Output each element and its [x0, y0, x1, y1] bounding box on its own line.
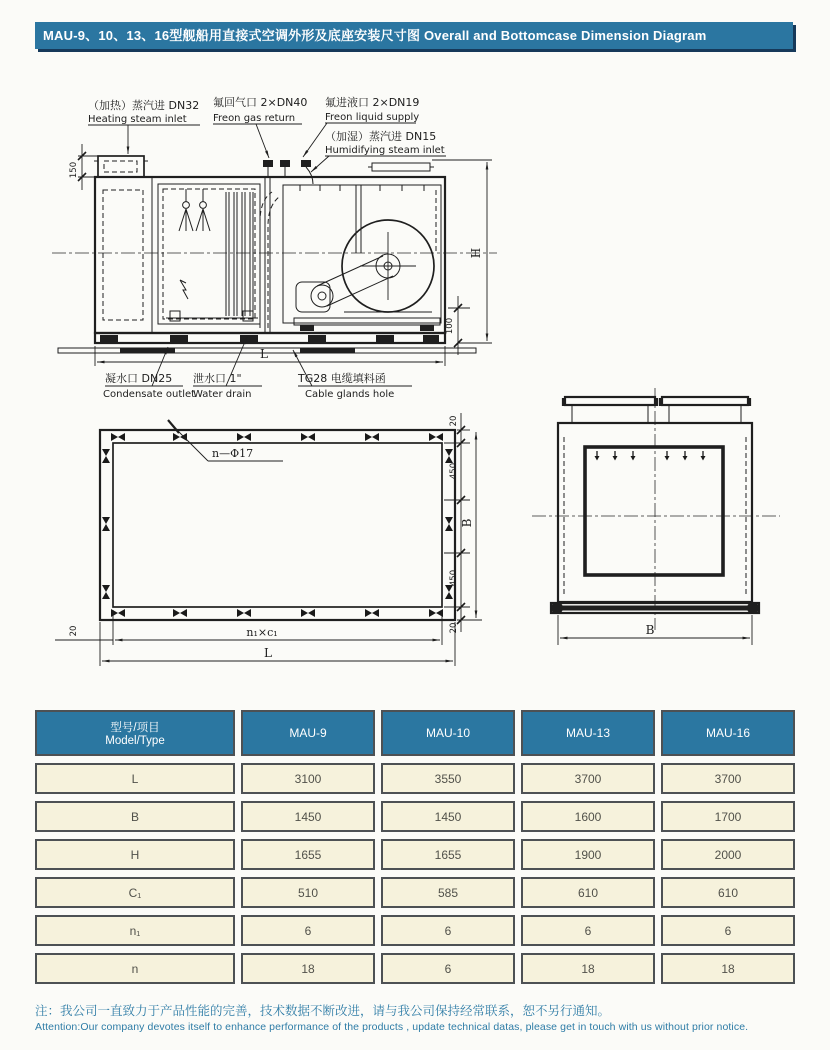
label-liquid-zh: 氟进液口 2×DN19	[325, 96, 420, 109]
table-cell: 510	[241, 877, 375, 908]
hole-note: n—Φ17	[212, 447, 254, 460]
table-header-mau16: MAU-16	[661, 710, 795, 756]
label-drain-en: Water drain	[193, 389, 252, 400]
table-cell: 1450	[381, 801, 515, 832]
dim-H: H	[469, 247, 483, 259]
plan-dim-20-left: 20	[69, 625, 79, 637]
label-cond-zh: 凝水口 DN25	[105, 372, 173, 385]
coil-tubes	[226, 192, 253, 316]
label-drain-zh: 泄水口 1"	[193, 372, 242, 385]
table-cell: 1700	[661, 801, 795, 832]
label-humid-en: Humidifying steam inlet	[325, 145, 445, 156]
plan-view	[55, 413, 482, 666]
table-cell: 6	[661, 915, 795, 946]
table-cell: 1600	[521, 801, 655, 832]
table-cell: 6	[381, 915, 515, 946]
corner-label-en: Model/Type	[105, 735, 165, 747]
table-cell: 2000	[661, 839, 795, 870]
table-cell: 1655	[241, 839, 375, 870]
table-cell: 610	[521, 877, 655, 908]
dim-150: 150	[69, 161, 79, 179]
label-humid-zh: （加湿）蒸汽进 DN15	[325, 130, 437, 143]
row-label-L: L	[35, 763, 235, 794]
table-cell: 18	[661, 953, 795, 984]
table-header-mau9: MAU-9	[241, 710, 375, 756]
label-liquid-en: Freon liquid supply	[325, 112, 420, 123]
table-cell: 3700	[521, 763, 655, 794]
end-dim-B: B	[645, 623, 655, 637]
plan-dim-B: B	[460, 518, 474, 528]
plan-dim-20-top: 20	[449, 415, 459, 427]
label-heating-en: Heating steam inlet	[88, 114, 187, 125]
footer-note-zh: 注：我公司一直致力于产品性能的完善，技术数据不断改进，请与我公司保持经常联系，恕不另行通知。	[35, 1004, 611, 1018]
fan-assembly	[294, 220, 440, 331]
corner-label-zh: 型号/项目	[110, 722, 160, 734]
footer-note-en: Attention:Our company devotes itself to enhance performance of the products , update technical datas, please get in touch with us without prior notice.	[35, 1021, 749, 1033]
table-cell: 6	[521, 915, 655, 946]
dim-L-side: L	[260, 347, 268, 361]
table-header-mau13: MAU-13	[521, 710, 655, 756]
table-header-mau10: MAU-10	[381, 710, 515, 756]
table-cell: 1655	[381, 839, 515, 870]
table-cell: 1900	[521, 839, 655, 870]
dimension-table	[35, 710, 795, 984]
end-view	[532, 388, 780, 645]
label-gas-zh: 氟回气口 2×DN40	[213, 96, 308, 109]
plan-dim-pitch: n₁×c₁	[246, 626, 278, 639]
plan-dim-450-bot: 450	[449, 569, 459, 587]
table-cell: 585	[381, 877, 515, 908]
table-cell: 1450	[241, 801, 375, 832]
spray-nozzles	[179, 189, 210, 299]
dim-100: 100	[445, 317, 455, 335]
label-gas-en: Freon gas return	[213, 113, 296, 124]
row-label-n: n	[35, 953, 235, 984]
table-cell: 6	[381, 953, 515, 984]
table-cell: 18	[521, 953, 655, 984]
row-label-H: H	[35, 839, 235, 870]
label-heating-zh: （加热）蒸汽进 DN32	[88, 99, 200, 112]
table-cell: 6	[241, 915, 375, 946]
row-label-C1: C₁	[35, 877, 235, 908]
panel-ticks	[300, 185, 424, 191]
table-cell: 610	[661, 877, 795, 908]
row-label-n1: n₁	[35, 915, 235, 946]
pipe-fittings	[263, 160, 434, 184]
plan-dim-L: L	[264, 646, 272, 660]
table-cell: 18	[241, 953, 375, 984]
side-view	[52, 144, 497, 366]
label-cable-zh: TG28 电缆填料函	[298, 372, 386, 385]
plan-dim-450-top: 450	[449, 462, 459, 480]
row-label-B: B	[35, 801, 235, 832]
table-corner-cell	[35, 710, 235, 756]
plan-dim-20-bot: 20	[449, 622, 459, 634]
table-cell: 3700	[661, 763, 795, 794]
footer-note	[35, 1003, 827, 1035]
table-cell: 3100	[241, 763, 375, 794]
label-cable-en: Cable glands hole	[305, 389, 395, 400]
page-title: MAU-9、10、13、16型舰船用直接式空调外形及底座安装尺寸图 Overall and Bottomcase Dimension Diagram	[35, 22, 793, 49]
label-cond-en: Condensate outlet	[103, 389, 196, 400]
table-cell: 3550	[381, 763, 515, 794]
